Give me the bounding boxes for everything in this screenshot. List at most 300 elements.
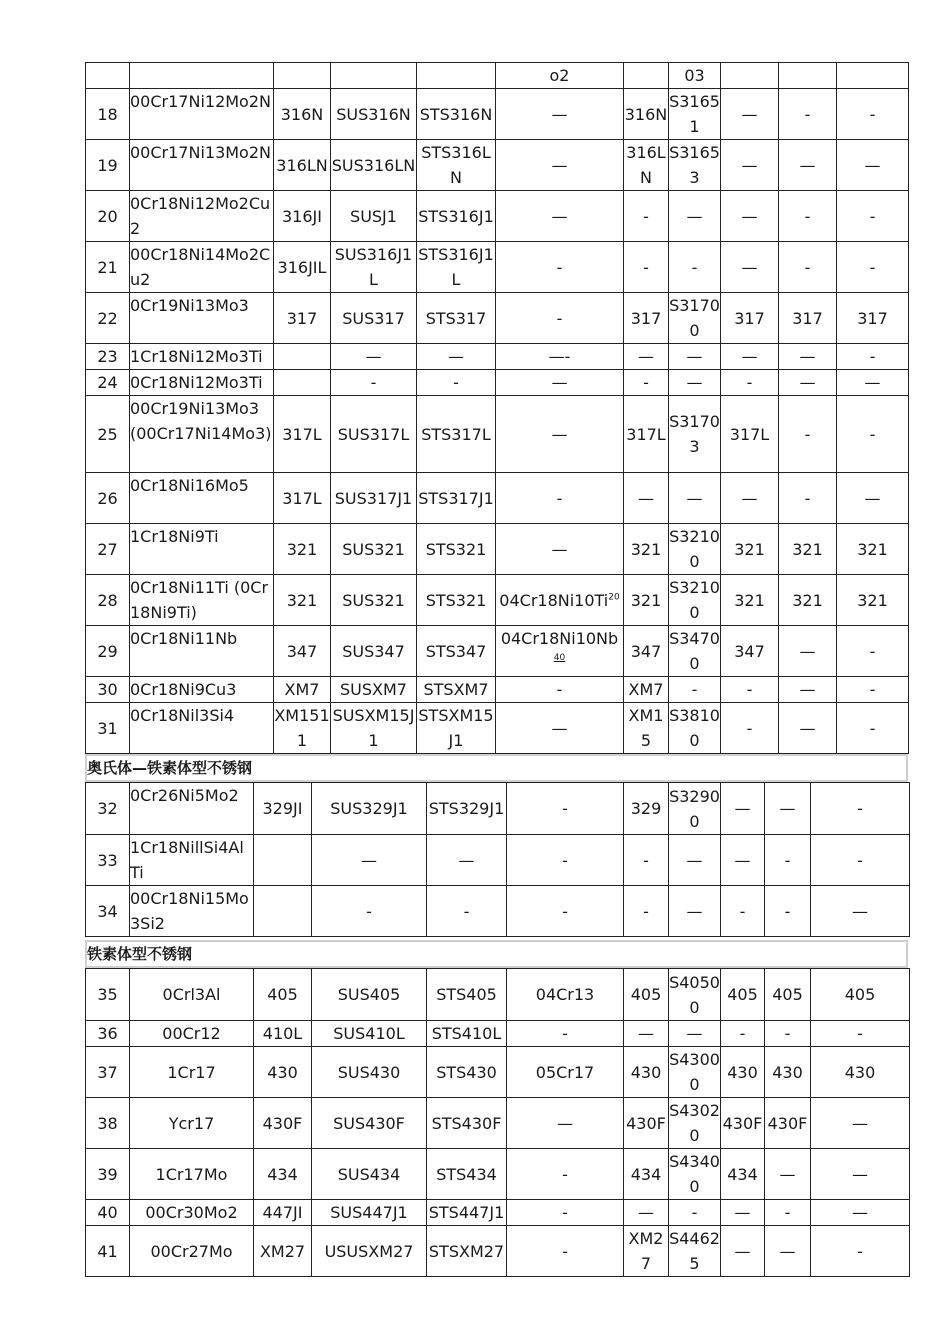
grade-new-cn-cell <box>507 1200 624 1226</box>
row-number-cell <box>86 396 130 473</box>
grade-uns-cell <box>669 293 721 344</box>
grade-jp-jis-cell <box>331 473 417 524</box>
cell-text: — <box>741 257 758 277</box>
grade-col11-cell <box>837 293 909 344</box>
cell-text: 434 <box>267 1164 298 1184</box>
grade-us-astm-cell <box>624 370 669 396</box>
grade-us-astm-cell <box>624 1021 669 1047</box>
grade-cn-cell <box>130 575 274 626</box>
table-row <box>86 63 909 89</box>
grade-us-aisi-cell <box>274 140 331 191</box>
cell-text: - <box>804 488 811 508</box>
cell-text: 316N <box>624 104 668 124</box>
row-number-cell <box>86 1149 130 1200</box>
grade-us-aisi-cell <box>254 1098 312 1149</box>
cell-text: 0Crl3Al <box>162 985 221 1004</box>
table-row <box>86 344 909 370</box>
cell-text: 316JI <box>282 206 322 226</box>
cell-text: — <box>638 1024 654 1043</box>
grade-us-aisi-cell <box>254 783 312 835</box>
cell-text: — <box>799 680 816 699</box>
grade-col11-cell <box>837 140 909 191</box>
cell-text: 33 <box>97 850 118 870</box>
cell-text: - <box>784 1024 791 1043</box>
grade-cn-cell <box>130 191 274 242</box>
cell-text: — <box>799 641 816 661</box>
grade-us-astm-cell <box>624 396 669 473</box>
cell-text: S44625 <box>669 1229 720 1273</box>
grade-new-cn-cell <box>507 783 624 835</box>
grade-col9-cell <box>721 344 779 370</box>
grade-col10-cell <box>779 626 837 677</box>
cell-text: - <box>784 1203 791 1222</box>
cell-text: o2 <box>549 66 570 85</box>
cell-text: XM1511 <box>274 706 330 750</box>
cell-text: SUS347 <box>342 641 405 661</box>
grade-us-astm-cell <box>624 1149 669 1200</box>
grade-us-astm-cell <box>624 293 669 344</box>
grade-cn-cell <box>130 1149 254 1200</box>
grade-us-astm-cell <box>624 473 669 524</box>
cell-text: 405 <box>630 985 662 1004</box>
cell-text: S34700 <box>669 629 720 673</box>
cell-text: 04Cr18Ni10Nb <box>500 629 619 648</box>
cell-text: XM7 <box>628 680 664 699</box>
cell-text: 21 <box>97 257 118 277</box>
row-number-cell <box>86 1047 130 1098</box>
cell-text: 00Cr27Mo <box>150 1241 233 1261</box>
cell-text: 34 <box>97 901 118 921</box>
cell-text: 00Cr12 <box>162 1024 221 1043</box>
cell-text: - <box>691 257 698 277</box>
grade-new-cn-cell <box>496 626 624 677</box>
cell-text: 39 <box>97 1164 118 1184</box>
row-number-cell <box>86 677 130 703</box>
cell-text: — <box>686 347 703 366</box>
grade-us-aisi-cell <box>254 835 312 886</box>
cell-text: S32100 <box>669 527 720 571</box>
grade-new-cn-cell <box>507 1047 624 1098</box>
cell-text: — <box>551 104 568 124</box>
cell-text: - <box>562 1024 568 1043</box>
cell-text: XM15 <box>628 706 664 750</box>
grade-us-aisi-cell <box>274 293 331 344</box>
grade-cn-cell <box>130 1200 254 1226</box>
cell-text: — <box>734 850 751 870</box>
grade-jp-jis-cell <box>312 835 427 886</box>
grade-jp-jis-cell <box>331 524 417 575</box>
cell-text: S43400 <box>669 1152 720 1196</box>
cell-text: SUS316J1L <box>334 245 413 289</box>
grade-uns-cell <box>669 969 721 1021</box>
grade-col11-cell <box>837 575 909 626</box>
row-number-cell <box>86 1226 130 1277</box>
grade-new-cn-cell <box>507 969 624 1021</box>
grade-us-aisi-cell <box>274 396 331 473</box>
grade-uns-cell <box>669 1047 721 1098</box>
grade-uns-cell <box>669 191 721 242</box>
cell-text: 317 <box>857 308 888 328</box>
cell-text: SUS430 <box>337 1062 401 1082</box>
cell-text: - <box>746 373 753 392</box>
grade-new-cn-cell <box>496 473 624 524</box>
grade-col11-cell <box>811 783 910 835</box>
cell-text: 430F <box>722 1113 763 1133</box>
grade-uns-cell <box>669 1226 721 1277</box>
cell-text: — <box>551 718 568 738</box>
grade-cn-cell <box>130 140 274 191</box>
grade-kr-ks-cell <box>417 703 496 754</box>
grade-new-cn-cell <box>496 524 624 575</box>
grade-kr-ks-cell <box>417 293 496 344</box>
cell-text: SUS321 <box>342 539 405 559</box>
cell-text: 19 <box>97 155 118 175</box>
cell-text: 0Cr18Nil3Si4 <box>130 706 235 725</box>
grade-cn-cell <box>130 703 274 754</box>
cell-text: — <box>734 799 751 818</box>
grade-cn-cell <box>130 1047 254 1098</box>
cell-text: SUS329J1 <box>330 799 408 818</box>
cell-text: SUS447J1 <box>330 1203 408 1222</box>
grade-us-aisi-cell <box>274 473 331 524</box>
grade-jp-jis-cell <box>312 1226 427 1277</box>
steel-grade-table-ferritic <box>85 968 910 1277</box>
cell-text: 317 <box>286 308 318 328</box>
grade-cn-cell <box>130 1098 254 1149</box>
grade-uns-cell <box>669 396 721 473</box>
cell-text: 00Cr17Ni12Mo2N <box>130 92 271 111</box>
cell-text: 347 <box>630 641 662 661</box>
table-row <box>86 191 909 242</box>
cell-text: STS317 <box>425 308 487 328</box>
cell-text: 430 <box>630 1062 662 1082</box>
grade-col9-cell <box>721 473 779 524</box>
grade-cn-cell <box>130 677 274 703</box>
cell-text: 321 <box>792 539 823 559</box>
grade-col9-cell <box>721 242 779 293</box>
cell-text: - <box>562 1203 568 1222</box>
table-row <box>86 969 910 1021</box>
cell-text: USUSXM27 <box>324 1241 414 1261</box>
grade-jp-jis-cell <box>331 703 417 754</box>
cell-text: - <box>869 206 876 226</box>
cell-text: - <box>869 104 876 124</box>
cell-text: 05Cr17 <box>535 1062 595 1082</box>
table-row <box>86 1200 910 1226</box>
grade-us-astm-cell <box>624 242 669 293</box>
cell-text: XM27 <box>628 1229 664 1273</box>
cell-text: — <box>779 1241 796 1261</box>
grade-col9-cell <box>721 575 779 626</box>
cell-text: 0Cr18Ni12Mo2Cu2 <box>130 194 271 238</box>
table-row <box>86 524 909 575</box>
grade-kr-ks-cell <box>427 1149 507 1200</box>
footnote-marker: 20 <box>608 592 620 603</box>
cell-text: — <box>686 1024 703 1043</box>
grade-us-aisi-cell <box>254 886 312 937</box>
table-row <box>86 703 909 754</box>
grade-jp-jis-cell <box>312 1047 427 1098</box>
grade-col11-cell <box>837 677 909 703</box>
grade-cn-cell <box>130 1021 254 1047</box>
cell-text: 317L <box>626 424 666 444</box>
row-number-cell <box>86 886 130 937</box>
cell-text: — <box>799 718 816 738</box>
row-number-cell <box>86 575 130 626</box>
steel-grade-table-austenitic <box>85 62 909 754</box>
grade-col10-cell <box>779 242 837 293</box>
cell-text: 430F <box>262 1113 303 1133</box>
table-row <box>86 1149 910 1200</box>
table-row <box>86 626 909 677</box>
grade-us-aisi-cell <box>254 1021 312 1047</box>
cell-text: 04Cr18Ni10Ti <box>499 590 609 610</box>
grade-us-astm-cell <box>624 886 669 937</box>
cell-text: 321 <box>734 590 765 610</box>
cell-text: — <box>686 206 703 226</box>
cell-text: 1Cr18NillSi4AlTi <box>130 838 244 882</box>
cell-text: 410L <box>262 1024 303 1043</box>
cell-text: - <box>784 901 791 921</box>
cell-text: 1Cr18Ni12Mo3Ti <box>130 347 263 366</box>
cell-text: — <box>741 488 758 508</box>
grade-col11-cell <box>837 370 909 396</box>
cell-text: 18 <box>97 104 118 124</box>
grade-uns-cell <box>669 140 721 191</box>
grade-new-cn-cell <box>496 191 624 242</box>
grade-col9-cell <box>721 89 779 140</box>
grade-kr-ks-cell <box>427 1098 507 1149</box>
cell-text: 30 <box>97 680 118 699</box>
grade-jp-jis-cell <box>331 140 417 191</box>
grade-uns-cell <box>669 242 721 293</box>
grade-us-astm-cell <box>624 1098 669 1149</box>
cell-text: 0Cr26Ni5Mo2 <box>130 786 239 805</box>
cell-text: STS317L <box>421 424 491 444</box>
grade-new-cn-cell <box>507 1149 624 1200</box>
grade-col10-cell <box>779 396 837 473</box>
grade-col11-cell <box>837 626 909 677</box>
grade-col9-cell <box>721 626 779 677</box>
cell-text: 20 <box>97 206 118 226</box>
grade-cn-cell <box>130 396 274 473</box>
cell-text: - <box>857 1024 863 1043</box>
cell-text: - <box>366 901 372 921</box>
grade-jp-jis-cell <box>331 242 417 293</box>
cell-text: - <box>453 373 459 392</box>
grade-us-aisi-cell <box>274 63 331 89</box>
grade-jp-jis-cell <box>331 370 417 396</box>
grade-col9-cell <box>721 1149 765 1200</box>
grade-new-cn-cell <box>496 344 624 370</box>
cell-text: - <box>463 901 470 921</box>
cell-text: — <box>864 373 881 392</box>
grade-col10-cell <box>779 370 837 396</box>
cell-text: - <box>643 257 649 277</box>
cell-text: - <box>784 850 791 870</box>
table-body <box>86 783 910 937</box>
grade-kr-ks-cell <box>427 783 507 835</box>
cell-text: — <box>638 1203 654 1222</box>
grade-col11-cell <box>837 242 909 293</box>
row-number-cell <box>86 969 130 1021</box>
cell-text: 22 <box>97 308 118 328</box>
steel-grade-table-duplex <box>85 782 910 937</box>
row-number-cell <box>86 1200 130 1226</box>
cell-text: 00Cr19Ni13Mo3(00Cr17Ni14Mo3) <box>130 399 272 443</box>
grade-cn-cell <box>130 969 254 1021</box>
grade-col11-cell <box>811 1098 910 1149</box>
grade-us-aisi-cell <box>274 703 331 754</box>
cell-text: — <box>741 347 758 366</box>
cell-text: - <box>857 1241 863 1261</box>
grade-cn-cell <box>130 524 274 575</box>
table-row <box>86 1226 910 1277</box>
grade-new-cn-cell <box>496 370 624 396</box>
row-number-cell <box>86 1098 130 1149</box>
row-number-cell <box>86 191 130 242</box>
cell-text: — <box>741 206 758 226</box>
cell-text: 329 <box>630 799 662 818</box>
cell-text: - <box>804 257 811 277</box>
cell-text: — <box>638 347 654 366</box>
grade-col10-cell <box>765 886 811 937</box>
grade-col11-cell <box>837 396 909 473</box>
grade-col11-cell <box>811 1226 910 1277</box>
grade-us-aisi-cell <box>274 370 331 396</box>
cell-text: — <box>551 539 568 559</box>
cell-text: — <box>686 901 703 921</box>
cell-text: - <box>857 850 863 870</box>
cell-text: 316LN <box>626 143 666 187</box>
table-row <box>86 835 910 886</box>
cell-text: SUS410L <box>333 1024 405 1043</box>
grade-new-cn-cell <box>496 575 624 626</box>
cell-text: SUS316LN <box>331 155 416 175</box>
cell-text: 316N <box>280 104 324 124</box>
grade-col11-cell <box>811 969 910 1021</box>
grade-us-astm-cell <box>624 1047 669 1098</box>
row-number-cell <box>86 140 130 191</box>
grade-us-aisi-cell <box>274 89 331 140</box>
grade-col11-cell <box>837 344 909 370</box>
cell-text: — <box>365 347 382 366</box>
cell-text: — <box>852 1203 868 1222</box>
grade-us-aisi-cell <box>274 677 331 703</box>
grade-uns-cell <box>669 677 721 703</box>
grade-kr-ks-cell <box>417 396 496 473</box>
cell-text: 25 <box>97 424 118 444</box>
grade-new-cn-cell <box>507 1021 624 1047</box>
cell-text: 321 <box>857 590 888 610</box>
cell-text: 321 <box>286 539 318 559</box>
grade-cn-cell <box>130 835 254 886</box>
cell-text: — <box>864 155 881 175</box>
cell-text: 317L <box>729 424 770 444</box>
cell-text: 0Cr18Ni11Ti (0Cr18Ni9Ti) <box>130 578 269 622</box>
row-number-cell <box>86 242 130 293</box>
grade-us-astm-cell <box>624 1226 669 1277</box>
cell-text: 430 <box>772 1062 803 1082</box>
cell-text: 1Cr17 <box>167 1062 216 1082</box>
cell-text: — <box>551 373 568 392</box>
grade-kr-ks-cell <box>417 191 496 242</box>
grade-us-aisi-cell <box>274 575 331 626</box>
cell-text: S43020 <box>669 1101 720 1145</box>
grade-col9-cell <box>721 1098 765 1149</box>
row-number-cell <box>86 835 130 886</box>
cell-text: 00Cr18Ni15Mo3Si2 <box>130 889 249 933</box>
grade-cn-cell <box>130 886 254 937</box>
grade-jp-jis-cell <box>331 63 417 89</box>
grade-col9-cell <box>721 63 779 89</box>
cell-text: STS321 <box>425 590 487 610</box>
table-row <box>86 1047 910 1098</box>
grade-jp-jis-cell <box>312 783 427 835</box>
grade-us-astm-cell <box>624 835 669 886</box>
grade-us-astm-cell <box>624 344 669 370</box>
cell-text: 321 <box>792 590 823 610</box>
row-number-cell <box>86 1021 130 1047</box>
grade-uns-cell <box>669 886 721 937</box>
grade-us-astm-cell <box>624 63 669 89</box>
cell-text: - <box>857 799 863 818</box>
cell-text: STS317J1 <box>418 488 494 508</box>
cell-text: 321 <box>630 590 662 610</box>
row-number-cell <box>86 89 130 140</box>
cell-text: SUSXM15J1 <box>332 706 415 750</box>
grade-col10-cell <box>765 835 811 886</box>
grade-us-astm-cell <box>624 140 669 191</box>
grade-col9-cell <box>721 524 779 575</box>
cell-text: S40500 <box>669 972 720 1017</box>
grade-us-astm-cell <box>624 191 669 242</box>
cell-text: — <box>799 155 816 175</box>
grade-us-astm-cell <box>624 89 669 140</box>
grade-col10-cell <box>765 1047 811 1098</box>
cell-text: - <box>556 308 563 328</box>
grade-new-cn-cell <box>496 140 624 191</box>
cell-text: STS430 <box>436 1062 497 1082</box>
table-row <box>86 242 909 293</box>
grade-col11-cell <box>837 191 909 242</box>
grade-col10-cell <box>765 1149 811 1200</box>
grade-new-cn-cell <box>496 293 624 344</box>
table-row <box>86 677 909 703</box>
grade-col11-cell <box>837 473 909 524</box>
cell-text: SUS317J1 <box>334 488 413 508</box>
grade-new-cn-cell <box>496 396 624 473</box>
cell-text: STSXM15J1 <box>418 706 494 750</box>
grade-us-astm-cell <box>624 575 669 626</box>
grade-col11-cell <box>811 1021 910 1047</box>
cell-text: — <box>864 488 881 508</box>
cell-text: —- <box>548 347 571 366</box>
grade-col9-cell <box>721 140 779 191</box>
cell-text: STS329J1 <box>428 799 505 818</box>
grade-cn-cell <box>130 370 274 396</box>
cell-text: SUS317 <box>342 308 405 328</box>
grade-jp-jis-cell <box>331 396 417 473</box>
cell-text: — <box>551 424 568 444</box>
cell-text: — <box>361 850 377 870</box>
cell-text: — <box>686 488 703 508</box>
cell-text: 1Cr18Ni9Ti <box>130 527 219 546</box>
grade-jp-jis-cell <box>331 344 417 370</box>
cell-text: — <box>741 155 758 175</box>
cell-text: 317L <box>282 424 322 444</box>
grade-jp-jis-cell <box>312 1021 427 1047</box>
